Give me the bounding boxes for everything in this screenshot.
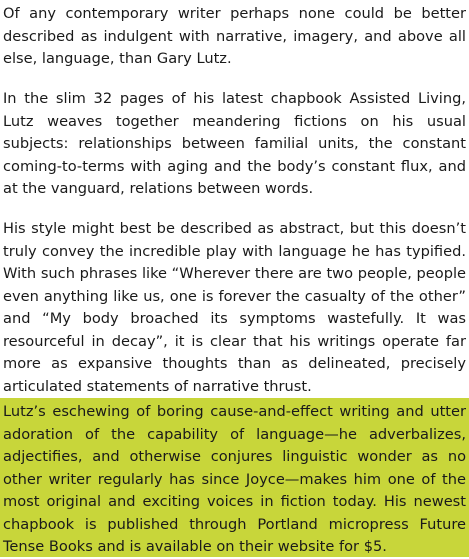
- paragraph-chapbook-summary: In the slim 32 pages of his latest chapbook Assisted Living, Lutz weaves together meandering fictions on his usual subjects: relationships between familial units, the constant coming-to-terms with aging and the body’s constant flux, and at the vanguard, relations between words.: [3, 90, 466, 197]
- paragraph-conclusion-highlighted: Lutz’s eschewing of boring cause-and-effect writing and utter adoration of the capability of language—he adverbalizes, adjectifies, and otherwise conjures linguistic wonder as no other writer regularly has since Joyce—makes him one of the most original and exciting voices in fiction today. His newest chapbook is published through Portland micropress Future Tense Books and is available on their website for $5.: [3, 403, 466, 555]
- paragraph-intro: Of any contemporary writer perhaps none could be better described as indulgent with narrative, imagery, and above all else, language, than Gary Lutz.: [3, 5, 466, 67]
- paragraph-style: His style might best be described as abstract, but this doesn’t truly convey the incredible play with language he has typified. With such phrases like “Wherever there are two people, people even anything like us, one is forever the casualty of the other” and “My body broached its symptoms wastefully. It was resourceful in decay”, it is clear that his writings operate far more as expansive thoughts than as delineated, precisely articulated statements of narrative thrust.: [3, 220, 466, 395]
